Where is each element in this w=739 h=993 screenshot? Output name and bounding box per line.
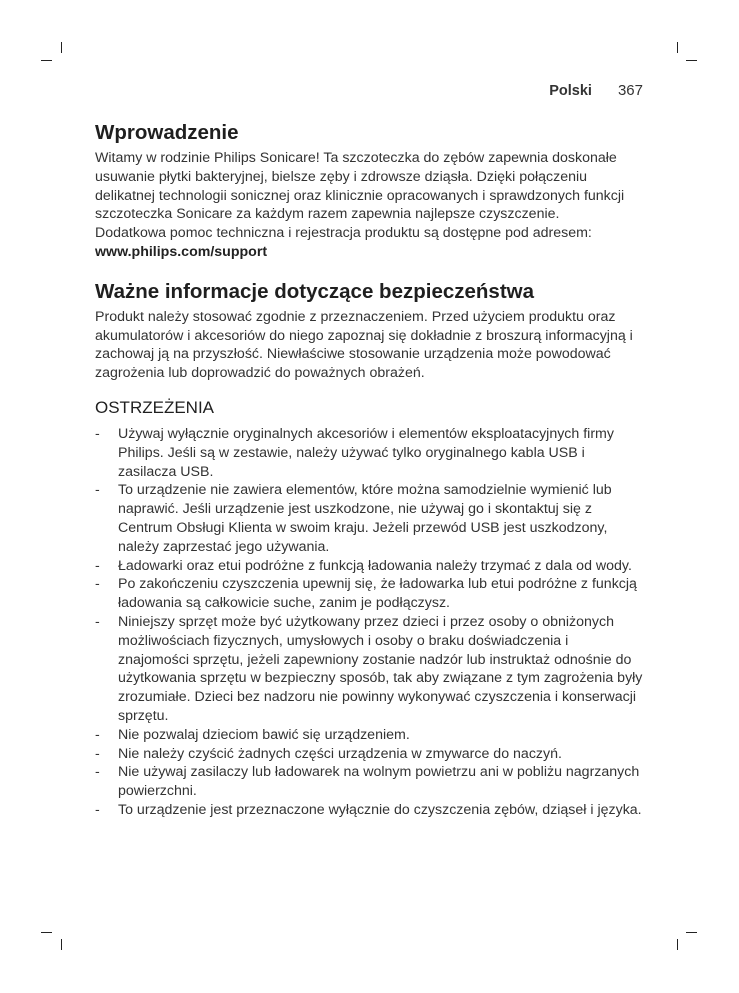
safety-title: Ważne informacje dotyczące bezpieczeństwa xyxy=(95,279,534,303)
crop-mark-bottom-right-v xyxy=(677,939,678,950)
page-number: 367 xyxy=(617,82,643,99)
warnings-list xyxy=(95,425,643,820)
warnings-section xyxy=(95,395,643,820)
safety-section xyxy=(95,278,643,383)
intro-title: Wprowadzenie xyxy=(95,121,239,144)
safety-paragraph: Produkt należy stosować zgodnie z przeznaczeniem. Przed użyciem produktu oraz akumulatorów i akcesoriów do niego zapoznaj się dokładnie z broszurą informacyjną i zachowaj ją na przyszłość. Niewłaściwe stosowanie urządzenia może powodować zagrożenia lub doprowadzić do poważnych obrażeń. xyxy=(95,308,633,382)
crop-mark-top-right-h xyxy=(686,60,697,61)
warning-item: - Ładowarki oraz etui podróżne z funkcją ładowania należy trzymać z dala od wody. xyxy=(95,557,643,576)
page-content xyxy=(95,119,643,820)
crop-mark-bottom-left-h xyxy=(41,932,52,933)
warning-item: - Używaj wyłącznie oryginalnych akcesoriów i elementów eksploatacyjnych firmy Philips. Jeśli są w zestawie, należy używać tylko oryginalnego kabla USB i zasilacza USB. xyxy=(95,425,643,481)
warning-item: - Nie należy czyścić żadnych części urządzenia w zmywarce do naczyń. xyxy=(95,745,643,764)
warning-item: - Niniejszy sprzęt może być użytkowany przez dzieci i przez osoby o obniżonych możliwościach fizycznych, umysłowych i osoby o braku doświadczenia i znajomości sprzętu, jeżeli zapewniony zostanie nadzór lub instruktaż odnośnie do użytkowania sprzętu w bezpieczny sposób, tak aby związane z tym zagrożenia były zrozumiałe. Dzieci bez nadzoru nie powinny wykonywać czyszczenia i konserwacji sprzętu. xyxy=(95,613,643,726)
warning-item: - Po zakończeniu czyszczenia upewnij się, że ładowarka lub etui podróżne z funkcją ładowania są całkowicie suche, zanim je podłączysz. xyxy=(95,575,643,613)
page-header xyxy=(549,82,643,99)
warning-item: - To urządzenie nie zawiera elementów, które można samodzielnie wymienić lub naprawić. Jeśli urządzenie jest uszkodzone, nie używaj go i skontaktuj się z Centrum Obsługi Klienta w swoim kraju. Jeżeli przewód USB jest uszkodzony, należy zaprzestać jego używania. xyxy=(95,481,643,556)
support-link[interactable]: www.philips.com/support xyxy=(95,243,268,260)
crop-mark-top-right-v xyxy=(677,42,678,53)
intro-paragraph: Witamy w rodzinie Philips Sonicare! Ta szczoteczka do zębów zapewnia doskonałe usuwanie płytki bakteryjnej, bielsze zęby i zdrowsze dziąsła. Dzięki połączeniu delikatnej technologii sonicznej oraz klinicznie opracowanych i sprawdzonych funkcji szczoteczka Sonicare za każdym razem zapewnia najlepsze czyszczenie. xyxy=(95,150,625,223)
crop-mark-bottom-right-h xyxy=(686,932,697,933)
crop-mark-top-left-h xyxy=(41,60,52,61)
support-text: Dodatkowa pomoc techniczna i rejestracja produktu są dostępne pod adresem: xyxy=(95,225,592,242)
support-paragraph xyxy=(95,224,643,262)
warning-item: - Nie używaj zasilaczy lub ładowarek na wolnym powietrzu ani w pobliżu nagrzanych powierzchni. xyxy=(95,763,643,801)
warning-item: - Nie pozwalaj dzieciom bawić się urządzeniem. xyxy=(95,726,643,745)
warning-item: - To urządzenie jest przeznaczone wyłącznie do czyszczenia zębów, dziąseł i języka. xyxy=(95,801,643,820)
crop-mark-bottom-left-v xyxy=(61,939,62,950)
intro-section xyxy=(95,119,643,262)
header-language: Polski xyxy=(549,83,592,99)
warnings-title: OSTRZEŻENIA xyxy=(95,397,215,417)
crop-mark-top-left-v xyxy=(61,42,62,53)
